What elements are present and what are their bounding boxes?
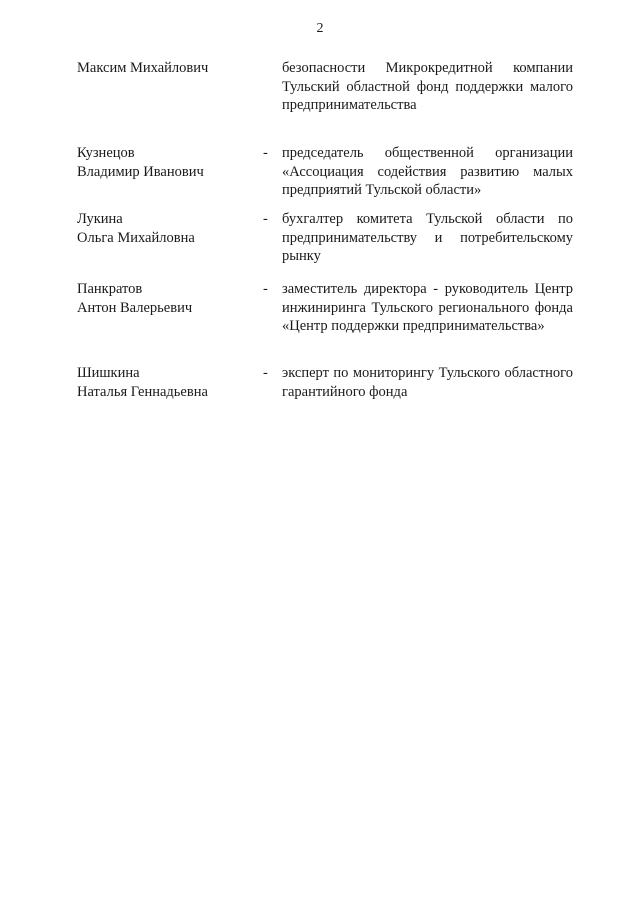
member-name — [77, 364, 257, 401]
dash-separator: - — [263, 365, 268, 381]
page-number: 2 — [316, 21, 324, 36]
member-name — [77, 280, 257, 317]
member-given-names: Владимир Иванович — [77, 163, 204, 180]
member-description: безопасности Микрокредитной компании Тульский областной фонд поддержки малого предпринимательства — [282, 60, 573, 113]
member-description: бухгалтер комитета Тульской области по предпринимательству и потребительскому рынку — [282, 211, 573, 264]
member-surname: Кузнецов — [77, 145, 135, 161]
member-surname: Панкратов — [77, 281, 143, 297]
member-name — [77, 210, 257, 247]
member-description: заместитель директора - руководитель Центр инжиниринга Тульского регионального фонда «Центр поддержки предпринимательства» — [282, 281, 573, 334]
member-given-names: Антон Валерьевич — [77, 299, 193, 316]
member-description: эксперт по мониторингу Тульского областного гарантийного фонда — [282, 365, 573, 400]
member-description: председатель общественной организации «Ассоциация содействия развитию малых предприятий Тульской области» — [282, 145, 573, 198]
member-name — [77, 144, 257, 181]
member-given-names: Наталья Геннадьевна — [77, 383, 208, 400]
dash-separator: - — [263, 145, 268, 161]
member-given-names: Ольга Михайловна — [77, 229, 195, 246]
dash-separator: - — [263, 211, 268, 227]
member-surname: Шишкина — [77, 365, 140, 381]
member-surname: Лукина — [77, 211, 123, 227]
member-given-names: Максим Михайлович — [77, 60, 209, 76]
member-name — [77, 59, 257, 78]
dash-separator: - — [263, 281, 268, 297]
